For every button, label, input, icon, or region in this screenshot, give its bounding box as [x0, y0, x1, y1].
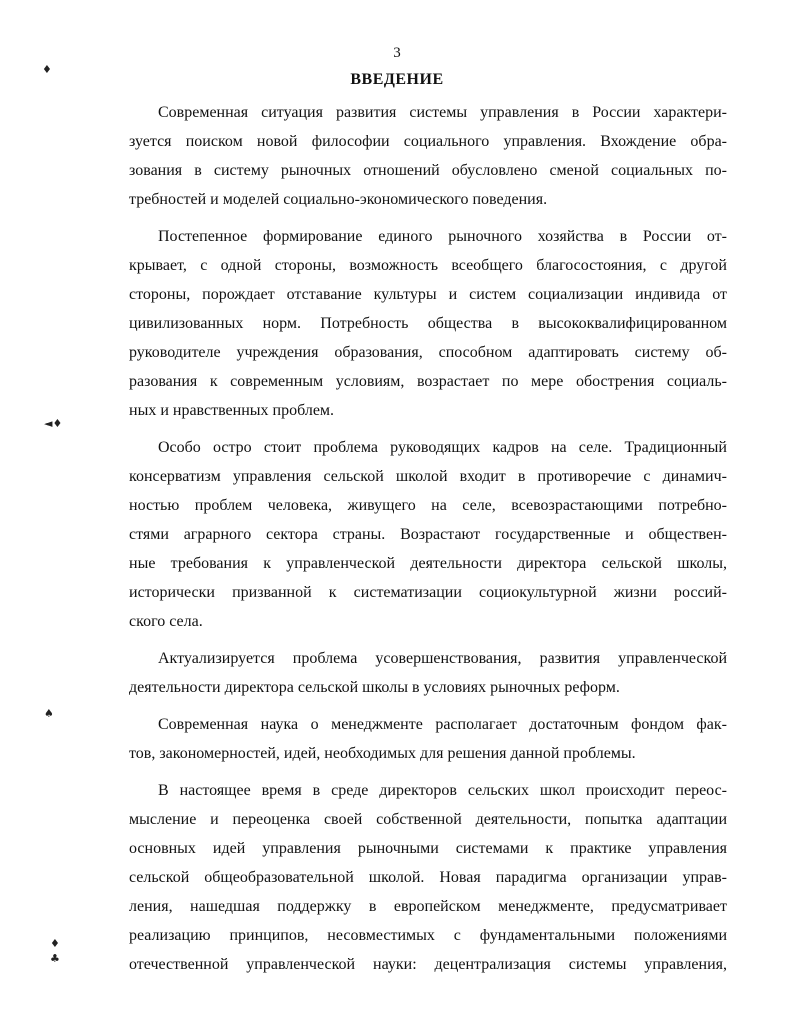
text-line: ления, нашедшая поддержку в европейском менеджменте, предусматривает	[129, 898, 727, 915]
text-line: Современная наука о менеджменте располагает достаточным фондом фак-	[158, 716, 727, 733]
text-line: Современная ситуация развития системы управления в России характери-	[158, 104, 727, 121]
text-line: Актуализируется проблема усовершенствования, развития управленческой	[158, 650, 727, 667]
text-line: отечественной управленческой науки: децентрализация системы управления,	[129, 956, 727, 973]
text-line: ные требования к управленческой деятельности директора сельской школы,	[129, 555, 727, 572]
paragraph	[129, 710, 727, 768]
text-line: руководителе учреждения образования, способном адаптировать систему об-	[129, 344, 727, 361]
text-line: деятельности директора сельской школы в условиях рыночных реформ.	[129, 679, 620, 696]
text-line: ского села.	[129, 613, 203, 630]
text-line: ных и нравственных проблем.	[129, 402, 335, 419]
paragraph	[129, 644, 727, 702]
text-line: исторически призванной к систематизации социокультурной жизни россий-	[129, 584, 727, 601]
page-number: 3	[393, 45, 401, 61]
text-line: сельской общеобразовательной школой. Новая парадигма организации управ-	[129, 869, 727, 886]
text-line: стями аграрного сектора страны. Возрастают государственные и обществен-	[129, 526, 727, 543]
text-line: реализацию принципов, несовместимых с фундаментальными положениями	[129, 927, 727, 944]
text-line: стороны, порождает отставание культуры и систем социализации индивида от	[129, 286, 727, 303]
text-line: зования в систему рыночных отношений обусловлено сменой социальных по-	[129, 162, 727, 179]
text-line: консерватизм управления сельской школой входит в противоречие с динамич-	[129, 468, 727, 485]
text-line: цивилизованных норм. Потребность общества в высококвалифицированном	[129, 315, 727, 332]
text-line: основных идей управления рыночными системами к практике управления	[129, 840, 727, 857]
section-title: ВВЕДЕНИЕ	[350, 71, 444, 88]
margin-mark-1: ♦	[42, 63, 52, 76]
text-line: В настоящее время в среде директоров сельских школ происходит переос-	[158, 782, 727, 799]
margin-mark-5: ♣	[50, 952, 60, 965]
text-line: мысление и переоценка своей собственной деятельности, попытка адаптации	[129, 811, 727, 828]
paragraph	[129, 98, 727, 214]
text-line: разования к современным условиям, возрастает по мере обострения социаль-	[129, 373, 727, 390]
margin-mark-4: ♦	[50, 937, 60, 950]
text-line: крывает, с одной стороны, возможность всеобщего благосостояния, с другой	[129, 257, 727, 274]
margin-mark-2: ◄♦	[44, 417, 63, 430]
document-body	[129, 98, 727, 987]
paragraph	[129, 433, 727, 636]
text-line: тов, закономерностей, идей, необходимых для решения данной проблемы.	[129, 745, 636, 762]
text-line: требностей и моделей социально-экономического поведения.	[129, 191, 548, 208]
margin-mark-3: ♠	[44, 707, 54, 720]
paragraph	[129, 776, 727, 979]
text-line: зуется поиском новой философии социального управления. Вхождение обра-	[129, 133, 727, 150]
text-line: Постепенное формирование единого рыночного хозяйства в России от-	[158, 228, 727, 245]
text-line: Особо остро стоит проблема руководящих кадров на селе. Традиционный	[158, 439, 727, 456]
text-line: ностью проблем человека, живущего на селе, всевозрастающими потребно-	[129, 497, 727, 514]
paragraph	[129, 222, 727, 425]
